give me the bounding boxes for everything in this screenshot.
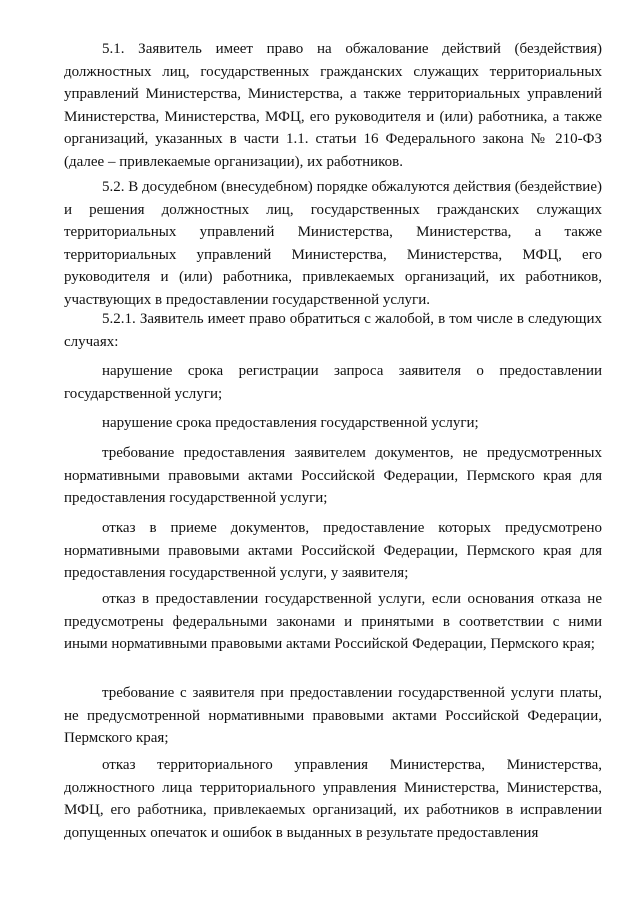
list-item: отказ в приеме документов, предоставление которых предусмотрено нормативными правовыми актами Российской Федерации, Пермского края для предоставления государственной услуги, у заявителя; [64, 520, 602, 582]
list-item: требование с заявителя при предоставлении государственной услуги платы, не предусмотренной нормативными правовыми актами Российской Федерации, Пермского края; [64, 685, 602, 747]
paragraph-5-2: 5.2. В досудебном (внесудебном) порядке обжалуются действия (бездействие) и решения должностных лиц, государственных гражданских служащих территориальных управлений Министерства, Министерства, а также территориальных управлений Министерства, Министерства, МФЦ, его руководителя и (или) работника, привлекаемых организаций, их работников, участвующих в предоставлении государственной услуги. [64, 179, 602, 308]
list-item: отказ территориального управления Министерства, Министерства, должностного лица территориального управления Министерства, Министерства, МФЦ, его работника, привлекаемых организаций, их работников в исправлении допущенных опечаток и ошибок в выданных в результате предоставления [64, 757, 602, 841]
paragraph-5-1: 5.1. Заявитель имеет право на обжалование действий (бездействия) должностных лиц, государственных гражданских служащих территориальных управлений Министерства, Министерства, а также территориальных управлений Министерства, Министерства, МФЦ, его руководителя и (или) работника, а также организаций, указанных в части 1.1. статьи 16 Федерального закона № 210-ФЗ (далее – привлекаемые организации), их работников. [64, 41, 602, 170]
paragraph-5-2-1: 5.2.1. Заявитель имеет право обратиться с жалобой, в том числе в следующих случаях: [64, 311, 602, 350]
list-item: отказ в предоставлении государственной услуги, если основания отказа не предусмотрены федеральными законами и принятыми в соответствии с ними иными нормативными правовыми актами Российской Федерации, Пермского края; [64, 591, 602, 653]
list-item: нарушение срока регистрации запроса заявителя о предоставлении государственной услуги; [64, 363, 602, 402]
list-item: нарушение срока предоставления государственной услуги; [102, 415, 479, 431]
list-item: требование предоставления заявителем документов, не предусмотренных нормативными правовыми актами Российской Федерации, Пермского края для предоставления государственной услуги; [64, 445, 602, 507]
